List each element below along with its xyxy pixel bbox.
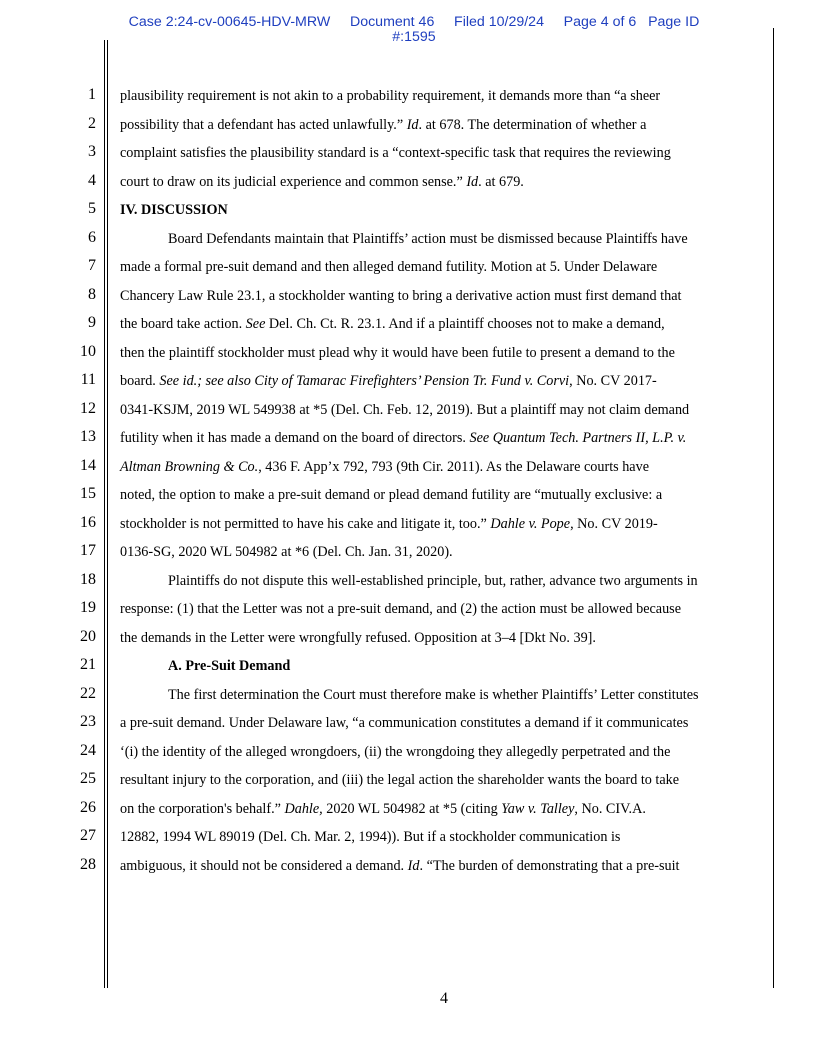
citation-text: See id.; see also City of Tamarac Firefighters’ Pension Tr. Fund v. Corvi	[159, 373, 570, 389]
header-line-1: Case 2:24-cv-00645-HDV-MRW Document 46 Filed 10/29/24 Page 4 of 6 Page ID	[128, 14, 700, 30]
line-number: 14	[80, 456, 96, 474]
citation-text: See	[245, 316, 266, 332]
body-text: plausibility requirement is not akin to a probability requirement, it demands more than “a sheer	[120, 88, 661, 104]
text-line	[120, 345, 768, 362]
text-line	[120, 801, 768, 818]
body-text: The first determination the Court must therefore make is whether Plaintiffs’ Letter constitutes	[168, 686, 699, 703]
body-text: board.	[120, 373, 160, 389]
text-line	[120, 744, 768, 761]
body-text: Plaintiffs do not dispute this well-established principle, but, rather, advance two arguments in	[168, 572, 698, 589]
line-number: 27	[80, 827, 96, 844]
body-text: on the corporation's behalf.”	[120, 800, 285, 817]
text-line	[120, 231, 816, 248]
body-text: 12882, 1994 WL 89019 (Del. Ch. Mar. 2, 1994)). But if a stockholder communication is	[120, 829, 621, 845]
text-line	[120, 544, 768, 561]
body-text: . at 679.	[478, 173, 524, 190]
body-text: court to draw on its judicial experience and common sense.”	[120, 173, 467, 190]
line-number: 20	[80, 627, 96, 645]
line-number: 28	[80, 855, 96, 873]
body-text: ambiguous, it should not be considered a demand.	[120, 857, 408, 874]
text-line	[120, 117, 768, 134]
line-number: 1	[88, 86, 96, 103]
text-line	[120, 174, 768, 191]
text-line	[120, 772, 768, 789]
line-number: 16	[80, 513, 96, 531]
citation-text: Dahle v. Pope	[490, 515, 571, 532]
body-text: ‘(i) the identity of the alleged wrongdoers, (ii) the wrongdoing they allegedly perpetrated and the	[120, 743, 671, 760]
body-text: noted, the option to make a pre-suit demand or plead demand futility are “mutually exclusive: a	[120, 487, 663, 503]
body-text: stockholder is not permitted to have his cake and litigate it, too.”	[120, 515, 491, 532]
text-line	[120, 316, 768, 333]
line-number: 4	[88, 171, 96, 189]
text-line	[120, 858, 768, 875]
line-number: 2	[88, 114, 96, 132]
left-margin-rule	[104, 40, 105, 988]
heading-text: IV. DISCUSSION	[120, 202, 228, 218]
text-line	[120, 487, 768, 504]
body-text: , No. CIV.A.	[574, 800, 646, 817]
line-number: 18	[80, 570, 96, 588]
text-line	[120, 658, 816, 675]
right-margin-rule	[773, 28, 774, 988]
text-line	[120, 459, 768, 476]
text-line	[120, 259, 768, 276]
header-line-2: #:1595	[392, 29, 436, 45]
line-number: 19	[80, 599, 96, 616]
line-number: 26	[80, 798, 96, 816]
body-text: complaint satisfies the plausibility standard is a “context-specific task that requires the reviewing	[120, 145, 671, 161]
body-text: 0341-KSJM, 2019 WL 549938 at *5 (Del. Ch. Feb. 12, 2019). But a plaintiff may not claim demand	[120, 401, 690, 418]
line-number: 7	[88, 257, 96, 274]
citation-text: Id	[407, 857, 420, 874]
body-text: , 436 F. App’x 792, 793 (9th Cir. 2011). As the Delaware courts have	[258, 458, 650, 475]
body-text: . at 678. The determination of whether a	[418, 116, 647, 133]
line-number: 8	[88, 285, 96, 303]
text-line	[120, 373, 768, 390]
line-number: 25	[80, 770, 96, 787]
citation-text: Dahle,	[284, 800, 323, 817]
body-text: then the plaintiff stockholder must plead why it would have been futile to present a demand to the	[120, 344, 675, 361]
text-line	[120, 829, 768, 846]
body-text: , No. CV 2017-	[569, 373, 657, 389]
body-text: possibility that a defendant has acted unlawfully.”	[120, 116, 407, 133]
line-number: 12	[80, 399, 96, 417]
citation-text: Yaw v. Talley	[501, 800, 575, 817]
body-text: a pre-suit demand. Under Delaware law, “a communication constitutes a demand if it communicates	[120, 715, 689, 731]
text-line	[120, 202, 768, 219]
body-text: the demands in the Letter were wrongfully refused. Opposition at 3–4 [Dkt No. 39].	[120, 629, 596, 646]
citation-text: Altman Browning & Co.	[120, 458, 259, 475]
case-header	[84, 15, 744, 45]
body-text: futility when it has made a demand on the board of directors.	[120, 430, 470, 446]
body-text: Del. Ch. Ct. R. 23.1. And if a plaintiff chooses not to make a demand,	[265, 316, 665, 332]
citation-text: Id	[466, 173, 479, 190]
line-number: 6	[88, 228, 96, 246]
text-line	[120, 601, 768, 618]
citation-text: See Quantum Tech. Partners II, L.P. v.	[469, 430, 687, 446]
text-line	[120, 573, 816, 590]
body-text: , No. CV 2019-	[570, 515, 658, 532]
line-number: 9	[88, 314, 96, 331]
line-number: 17	[80, 542, 96, 559]
body-text: Board Defendants maintain that Plaintiffs’ action must be dismissed because Plaintiffs have	[168, 230, 688, 247]
body-text: made a formal pre-suit demand and then alleged demand futility. Motion at 5. Under Delaware	[120, 259, 658, 275]
line-number: 3	[88, 143, 96, 160]
body-text: resultant injury to the corporation, and (iii) the legal action the shareholder wants the board to take	[120, 772, 680, 788]
line-number: 23	[80, 713, 96, 730]
line-number: 24	[80, 741, 96, 759]
line-number: 22	[80, 684, 96, 702]
line-number: 13	[80, 428, 96, 445]
line-number: 15	[80, 485, 96, 502]
citation-text: Id	[406, 116, 419, 133]
line-number: 11	[80, 371, 96, 388]
heading-text: A. Pre-Suit Demand	[168, 658, 291, 674]
line-number: 10	[80, 342, 96, 360]
text-line	[120, 430, 768, 447]
text-line	[120, 288, 768, 305]
text-line	[120, 715, 768, 732]
text-line	[120, 88, 768, 105]
line-number: 21	[80, 656, 96, 673]
text-line	[120, 630, 768, 647]
body-text: Chancery Law Rule 23.1, a stockholder wanting to bring a derivative action must first demand that	[120, 287, 682, 304]
body-text: 0136-SG, 2020 WL 504982 at *6 (Del. Ch. Jan. 31, 2020).	[120, 544, 453, 560]
text-line	[120, 516, 768, 533]
left-margin-rule-inner	[107, 40, 108, 988]
line-number: 5	[88, 200, 96, 217]
page-number: 4	[440, 990, 448, 1007]
text-line	[120, 145, 768, 162]
body-text: response: (1) that the Letter was not a pre-suit demand, and (2) the action must be allowed because	[120, 601, 682, 617]
body-text: . “The burden of demonstrating that a pre-suit	[419, 857, 680, 874]
text-line	[120, 687, 816, 704]
body-text: 2020 WL 504982 at *5 (citing	[322, 800, 502, 817]
body-text: the board take action.	[120, 316, 246, 332]
text-line	[120, 402, 768, 419]
